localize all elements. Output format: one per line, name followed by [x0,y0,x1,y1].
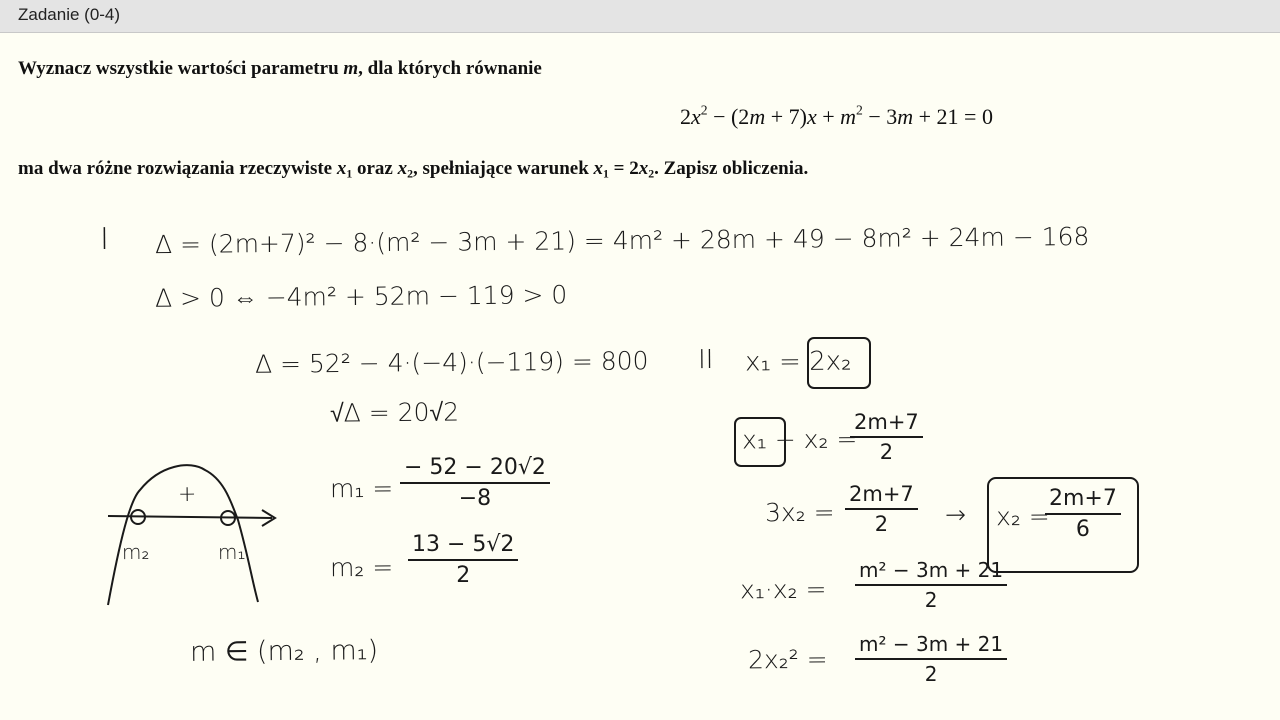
hw-last-lhs: 2x₂² = [747,644,828,675]
root-m2-circle [131,510,145,524]
param-m: m [343,58,359,79]
sketch-m2-label: m₂ [121,539,150,565]
hw-m1-num: − 52 − 20√2 [400,455,550,484]
hw-step-den: 2 [874,512,889,536]
hw-x2-num: 2m+7 [1045,486,1121,515]
hw-part1-label: I [99,221,110,258]
hw-step-lhs: 3x₂ = [764,497,835,528]
cond-x1: x [336,158,347,179]
hw-vieta1-frac [850,410,923,464]
cond-sub2b: 2 [648,167,655,181]
eq-plus: + [816,104,841,129]
cond-sub2: 2 [407,167,414,181]
eq-m3: m [897,104,914,129]
hw-arrow: → [944,499,967,530]
sketch-m1-label: m₁ [217,539,246,565]
eq-sq: 2 [700,102,708,118]
hw-last-den: 2 [924,662,938,686]
equation [680,104,993,130]
hw-part2-label: II [697,344,714,376]
cond-x1b: x [593,158,604,179]
hw-vieta2-frac [855,558,1007,612]
root-m1-circle [221,511,235,525]
hw-answer: m ∈ (m₂ , m₁) [189,635,379,668]
eq-part1: − (2 [707,104,750,129]
hw-m2-label: m₂ = [329,552,394,583]
cond-x2: x [397,158,408,179]
hw-vieta2-den: 2 [924,588,938,612]
hw-m1-label: m₁ = [329,473,394,504]
hw-line2: Δ > 0 ⇔ −4m² + 52m − 119 > 0 [154,280,568,313]
hw-step-frac [845,482,918,536]
task-intro-text: Wyznacz wszystkie wartości parametru [18,58,339,79]
axis-arrow [262,510,275,526]
cond-text-3: , spełniające warunek [413,158,589,179]
cond-sub1b: 1 [603,167,609,181]
hw-vieta1-lhs: x₁ + x₂ = [741,424,858,455]
cond-text-2: oraz [352,158,398,179]
hw-line4: √Δ = 20√2 [329,397,460,428]
number-axis [108,516,272,518]
eq-rest: + 21 = 0 [913,104,993,129]
hw-last-frac [855,632,1007,686]
eq-x: x [691,104,701,129]
hw-m1-frac [400,455,550,511]
task-intro [18,58,542,80]
hw-step-num: 2m+7 [845,482,918,510]
hw-x2-den: 6 [1075,517,1090,542]
title-bar [0,0,1280,33]
task-intro-end: , dla których równanie [358,58,542,79]
eq-sq2: 2 [856,102,863,118]
hw-m1-den: −8 [458,486,492,511]
hw-x2-frac [1045,486,1121,542]
hw-last-num: m² − 3m + 21 [855,632,1007,660]
hw-m2-den: 2 [456,563,471,588]
hw-x2-lhs: x₂ = [995,501,1050,532]
hw-line1: Δ = (2m+7)² − 8·(m² − 3m + 21) = 4m² + 28m + 49 − 8m² + 24m − 168 [154,221,1090,260]
cond-eq: = 2 [608,158,639,179]
hw-part2-cond: x₁ = 2x₂ [744,346,852,378]
cond-text-4: . Zapisz obliczenia. [654,158,809,179]
eq-x2: x [806,104,817,129]
hw-vieta2-lhs: x₁·x₂ = [739,574,827,605]
cond-text-1: ma dwa różne rozwiązania rzeczywiste [18,158,333,179]
eq-part2: + 7) [765,104,807,129]
eq-coef: 2 [680,104,691,129]
hw-vieta1-num: 2m+7 [850,410,923,438]
cond-sub1: 1 [346,167,353,181]
hw-vieta2-num: m² − 3m + 21 [855,558,1007,586]
hw-line3: Δ = 52² − 4·(−4)·(−119) = 800 [254,346,649,379]
eq-m: m [749,104,766,129]
sketch-plus-sign: + [177,481,197,508]
hw-vieta1-den: 2 [879,440,894,464]
window-title: Zadanie (0-4) [18,5,121,24]
task-condition [18,158,808,180]
hw-m2-frac [408,532,518,588]
eq-m2: m [840,104,857,129]
cond-x2b: x [638,158,649,179]
eq-part3: − 3 [862,104,898,129]
hw-m2-num: 13 − 5√2 [408,532,518,561]
